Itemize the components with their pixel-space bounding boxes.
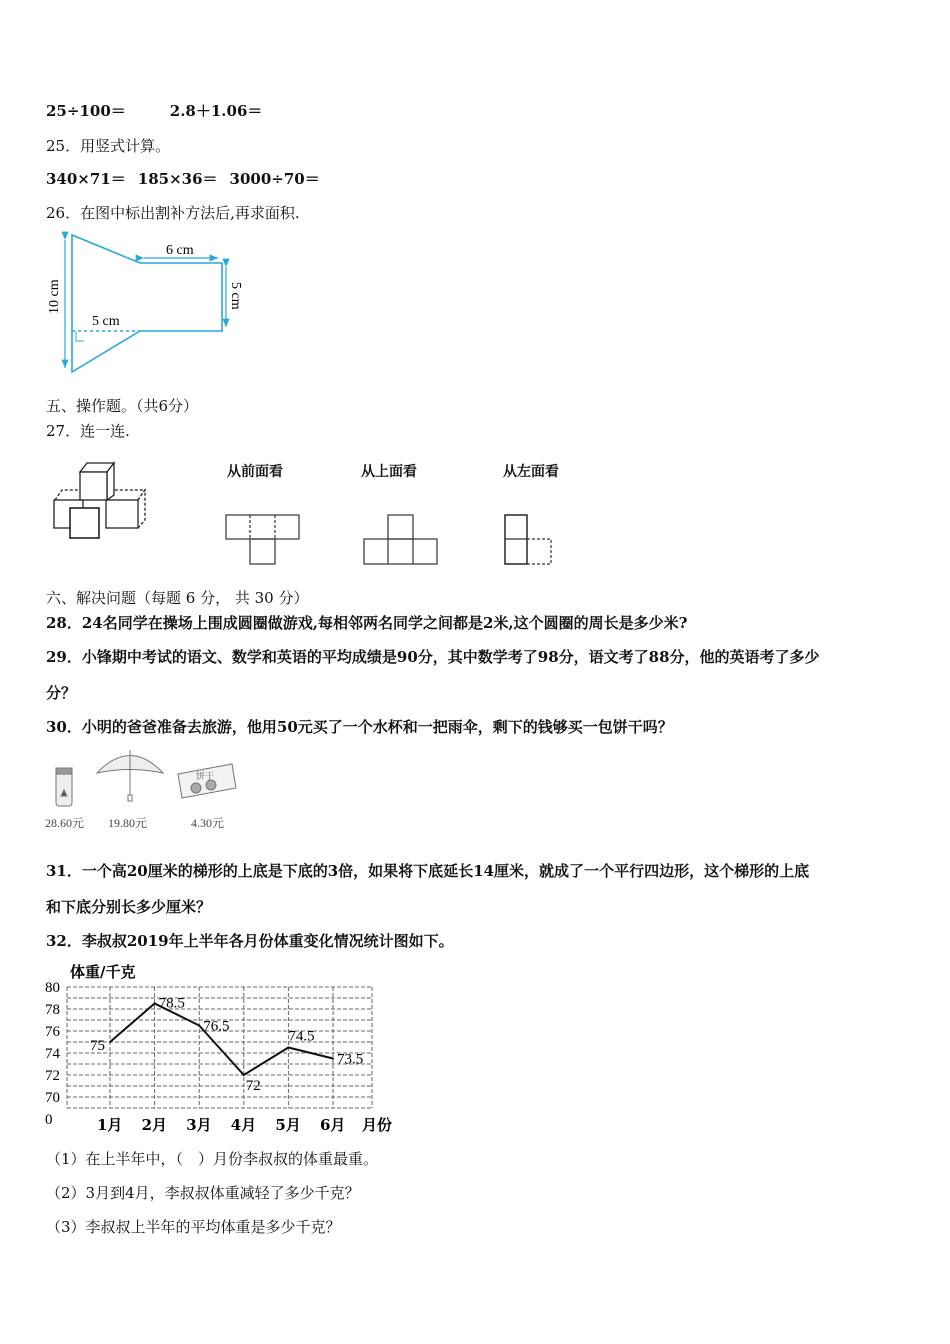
vert-a: 340×71＝ bbox=[46, 170, 126, 188]
question-32: 32．李叔叔2019年上半年各月份体重变化情况统计图如下。 bbox=[46, 932, 454, 950]
data-point bbox=[287, 1047, 289, 1049]
question-30: 30．小明的爸爸准备去旅游，他用50元买了一个水杯和一把雨伞，剩下的钱够买一包饼干吗？ bbox=[46, 718, 673, 736]
data-label: 75 bbox=[90, 1038, 105, 1054]
data-point bbox=[198, 1025, 200, 1027]
umbrella-price: 19.80元 bbox=[108, 816, 148, 830]
data-point bbox=[243, 1074, 245, 1076]
y-tick-label: 78 bbox=[45, 1002, 60, 1018]
x-tick-label: 3月 bbox=[186, 1116, 212, 1134]
data-label: 72 bbox=[245, 1078, 261, 1094]
data-label: 78.5 bbox=[158, 995, 185, 1012]
section-6-heading: 六、解决问题（每题 6 分， 共 30 分） bbox=[46, 589, 309, 607]
label-5cm-right: 5 cm bbox=[228, 282, 243, 310]
y-tick-label: 74 bbox=[45, 1046, 60, 1062]
view-front-label: 从前面看 bbox=[227, 464, 283, 480]
question-31: 31．一个高20厘米的梯形的上底是下底的3倍，如果将下底延长14厘米，就成了一个平行四边形，这个梯形的上底 bbox=[46, 862, 810, 880]
data-point bbox=[154, 1003, 156, 1005]
label-10cm: 10 cm bbox=[47, 279, 62, 314]
x-tick-label: 4月 bbox=[230, 1116, 257, 1134]
view-left-label: 从左面看 bbox=[503, 464, 559, 480]
question-29: 29．小锋期中考试的语文、数学和英语的平均成绩是90分，其中数学考了98分，语文考了88分，他的英语考了多少 bbox=[46, 648, 820, 666]
section-5-heading: 五、操作题。（共6分） bbox=[46, 397, 199, 415]
data-label: 73.5 bbox=[337, 1051, 364, 1068]
question-29-cont: 分？ bbox=[46, 684, 77, 702]
y-tick-label: 70 bbox=[45, 1090, 60, 1106]
label-5cm-middle: 5 cm bbox=[92, 314, 120, 329]
view-top-label: 从上面看 bbox=[361, 464, 417, 480]
question-25: 25．用竖式计算。 bbox=[46, 137, 171, 155]
question-32-1: （1）在上半年中，（ ）月份李叔叔的体重最重。 bbox=[46, 1150, 379, 1168]
cookie-price: 4.30元 bbox=[191, 816, 225, 830]
vert-c: 3000÷70＝ bbox=[229, 170, 320, 188]
data-point bbox=[332, 1058, 334, 1060]
x-tick-label: 2月 bbox=[141, 1116, 168, 1134]
question-31-cont: 和下底分别长多少厘米？ bbox=[46, 898, 212, 916]
x-axis-title: 月份 bbox=[362, 1116, 393, 1134]
x-tick-label: 1月 bbox=[97, 1116, 123, 1134]
calc-a: 25÷100＝ bbox=[46, 102, 126, 120]
data-label: 76.5 bbox=[203, 1018, 230, 1035]
question-26: 26．在图中标出割补方法后,再求面积. bbox=[46, 204, 300, 222]
cookie-pack-text: 饼干 bbox=[196, 772, 215, 782]
label-6cm: 6 cm bbox=[166, 243, 194, 258]
y-tick-label: 72 bbox=[45, 1068, 60, 1084]
x-tick-label: 6月 bbox=[320, 1116, 346, 1134]
calc-b: 2.8＋1.06＝ bbox=[169, 102, 263, 120]
cup-price: 28.60元 bbox=[45, 816, 85, 830]
y-tick-label: 76 bbox=[45, 1024, 60, 1040]
question-32-3: （3）李叔叔上半年的平均体重是多少千克？ bbox=[46, 1218, 341, 1236]
question-32-2: （2）3月到4月，李叔叔体重减轻了多少千克？ bbox=[46, 1184, 360, 1202]
data-point bbox=[109, 1041, 111, 1043]
y-tick-label: 80 bbox=[45, 980, 60, 996]
question-28: 28．24名同学在操场上围成圆圈做游戏,每相邻两名同学之间都是2米,这个圆圈的周长是多少米? bbox=[46, 614, 688, 632]
y-tick-label: 0 bbox=[45, 1112, 53, 1128]
data-label: 74.5 bbox=[288, 1028, 315, 1045]
x-tick-label: 5月 bbox=[275, 1116, 301, 1134]
y-axis-title: 体重/千克 bbox=[70, 963, 136, 981]
question-27: 27．连一连. bbox=[46, 422, 130, 440]
vert-b: 185×36＝ bbox=[137, 170, 218, 188]
